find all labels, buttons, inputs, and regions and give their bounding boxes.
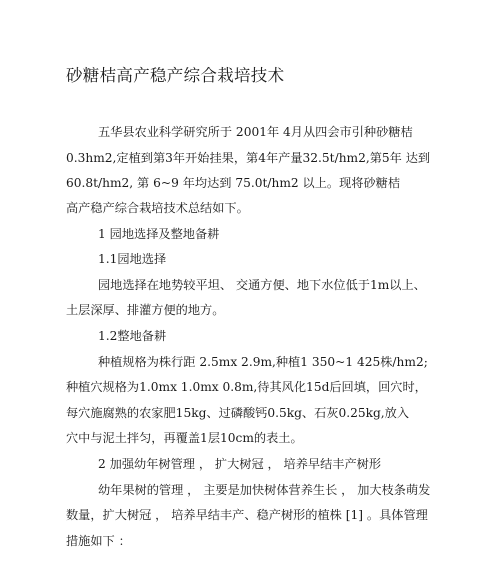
paragraph-line: 幼年果树的管理 ， 主要是加快树体营养生长 ， 加大枝条萌发 — [98, 483, 431, 497]
paragraph-line: 每穴施腐熟的农家肥15kg、过磷酸钙0.5kg、石灰0.25kg,放入 — [66, 406, 410, 420]
paragraph-line: 数量，扩大树冠 ， 培养早结丰产、稳产树形的植株 [1] 。具体管理 — [66, 508, 428, 522]
paragraph-line: 0.3hm2,定植到第3年开始挂果，第4年产量32.5t/hm2,第5年 达到 — [66, 151, 431, 165]
section-heading: 2 加强幼年树管理 ， 扩大树冠 ， 培养早结丰产树形 — [98, 457, 382, 471]
paragraph-line: 60.8t/hm2, 第 6~9 年均达到 75.0t/hm2 以上。现将砂糖桔 — [66, 176, 401, 190]
paragraph-line: 种植穴规格为1.0mx 1.0mx 0.8m,待其风化15d后回填，回穴时， — [66, 380, 427, 394]
paragraph-line: 五华县农业科学研究所于 2001年 4月从四会市引种砂糖桔 — [98, 125, 413, 139]
paragraph-line: 园地选择在地势较平坦、 交通方便、地下水位低于1m以上、 — [98, 278, 426, 292]
subsection-heading: 1.2整地备耕 — [98, 329, 167, 343]
section-heading: 1 园地选择及整地备耕 — [98, 227, 220, 241]
paragraph-line: 穴中与泥土拌匀，再覆盖1层10cm的表土。 — [66, 431, 303, 445]
paragraph-line: 土层深厚、排灌方便的地方。 — [66, 303, 225, 317]
subsection-heading: 1.1园地选择 — [98, 252, 167, 266]
paragraph-line: 高产稳产综合栽培技术总结如下。 — [66, 201, 249, 215]
document-title: 砂糖桔高产稳产综合栽培技术 — [66, 66, 285, 85]
paragraph-line: 种植规格为株行距 2.5mx 2.9m,种植1 350~1 425株/hm2; — [98, 355, 428, 369]
paragraph-line: 措施如下 ： — [66, 534, 131, 548]
